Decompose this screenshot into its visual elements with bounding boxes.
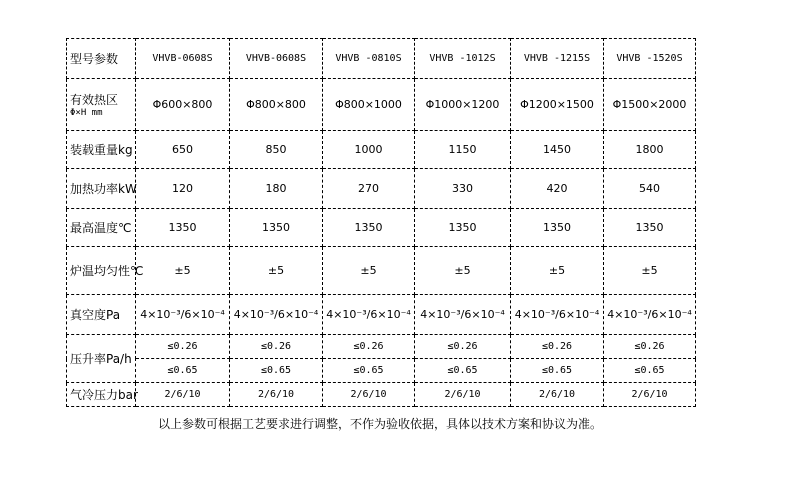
value-cell: VHVB -1215S <box>511 39 604 79</box>
value-cell: 540 <box>604 169 696 209</box>
vacuum-label <box>67 295 136 335</box>
value-cell: 4×10⁻³/6×10⁻⁴ <box>136 295 230 335</box>
row-sublabel: Φ×H mm <box>70 108 103 118</box>
value-cell: 2/6/10 <box>511 383 604 407</box>
row-label-text: 真空度Pa <box>70 308 121 322</box>
value-cell: 1450 <box>511 131 604 169</box>
value-cell: ±5 <box>323 247 415 295</box>
value-cell: ≤0.26 <box>230 335 323 359</box>
value-cell: 1800 <box>604 131 696 169</box>
value-cell: 4×10⁻³/6×10⁻⁴ <box>230 295 323 335</box>
vacuum-row <box>67 295 696 335</box>
value-cell: 420 <box>511 169 604 209</box>
value-cell: ≤0.26 <box>511 335 604 359</box>
max-temp-label <box>67 209 136 247</box>
row-label-text: 装载重量kg <box>70 143 133 157</box>
heating-power-label <box>67 169 136 209</box>
value-cell: VHVB -1012S <box>415 39 511 79</box>
value-cell: Φ800×1000 <box>323 79 415 131</box>
value-cell: 330 <box>415 169 511 209</box>
value-cell: ≤0.26 <box>604 335 696 359</box>
value-cell: ≤0.26 <box>136 335 230 359</box>
value-cell: Φ1000×1200 <box>415 79 511 131</box>
value-cell: Φ800×800 <box>230 79 323 131</box>
value-cell: ≤0.26 <box>323 335 415 359</box>
value-cell: VHVB -1520S <box>604 39 696 79</box>
row-label-text: 有效热区 <box>70 93 119 107</box>
value-cell: 1350 <box>230 209 323 247</box>
value-cell: 2/6/10 <box>323 383 415 407</box>
value-cell: ≤0.65 <box>136 359 230 383</box>
row-label-text: 最高温度℃ <box>70 221 132 235</box>
value-cell: ±5 <box>415 247 511 295</box>
footnote: 以上参数可根据工艺要求进行调整，不作为验收依据，具体以技术方案和协议为准。 <box>158 417 603 431</box>
value-cell: ±5 <box>136 247 230 295</box>
value-cell: ≤0.26 <box>415 335 511 359</box>
value-cell: ±5 <box>230 247 323 295</box>
value-cell: VHVB-0608S <box>230 39 323 79</box>
value-cell: 4×10⁻³/6×10⁻⁴ <box>604 295 696 335</box>
value-cell: VHVB -0810S <box>323 39 415 79</box>
load-weight-label <box>67 131 136 169</box>
row-label-text: 加热功率kW <box>70 182 137 196</box>
max-temp-row <box>67 209 696 247</box>
row-label-text: 型号参数 <box>70 52 119 66</box>
value-cell: 1350 <box>136 209 230 247</box>
value-cell: 4×10⁻³/6×10⁻⁴ <box>323 295 415 335</box>
value-cell: ±5 <box>511 247 604 295</box>
uniformity-row <box>67 247 696 295</box>
value-cell: 180 <box>230 169 323 209</box>
value-cell: Φ600×800 <box>136 79 230 131</box>
value-cell: 1350 <box>511 209 604 247</box>
value-cell: 120 <box>136 169 230 209</box>
value-cell: 1350 <box>323 209 415 247</box>
value-cell: 2/6/10 <box>604 383 696 407</box>
hot-zone-label <box>67 79 136 131</box>
models-label <box>67 39 136 79</box>
value-cell: ≤0.65 <box>604 359 696 383</box>
pressure-rise-label <box>67 335 136 383</box>
value-cell: 2/6/10 <box>136 383 230 407</box>
spec-table <box>66 38 696 407</box>
value-cell: 850 <box>230 131 323 169</box>
value-cell: 2/6/10 <box>230 383 323 407</box>
gas-cooling-row <box>67 383 696 407</box>
value-cell: ≤0.65 <box>323 359 415 383</box>
value-cell: 4×10⁻³/6×10⁻⁴ <box>415 295 511 335</box>
value-cell: 1150 <box>415 131 511 169</box>
load-weight-row <box>67 131 696 169</box>
models-row <box>67 39 696 79</box>
pressure-rise-row <box>67 335 696 359</box>
hot-zone-row <box>67 79 696 131</box>
row-label-text: 压升率Pa/h <box>70 352 132 366</box>
uniformity-label <box>67 247 144 295</box>
value-cell: 1350 <box>604 209 696 247</box>
value-cell: 2/6/10 <box>415 383 511 407</box>
value-cell: VHVB-0608S <box>136 39 230 79</box>
row-label-text: 气冷压力bar <box>70 388 138 402</box>
value-cell: Φ1500×2000 <box>604 79 696 131</box>
value-cell: 1000 <box>323 131 415 169</box>
value-cell: ≤0.65 <box>230 359 323 383</box>
value-cell: ±5 <box>604 247 696 295</box>
value-cell: ≤0.65 <box>511 359 604 383</box>
value-cell: 650 <box>136 131 230 169</box>
value-cell: ≤0.65 <box>415 359 511 383</box>
row-label-text: 炉温均匀性℃ <box>70 263 144 278</box>
pressure-rise-row-b <box>67 359 696 383</box>
value-cell: 270 <box>323 169 415 209</box>
gas-cooling-label <box>67 383 136 407</box>
value-cell: 1350 <box>415 209 511 247</box>
value-cell: 4×10⁻³/6×10⁻⁴ <box>511 295 604 335</box>
heating-power-row <box>67 169 696 209</box>
value-cell: Φ1200×1500 <box>511 79 604 131</box>
